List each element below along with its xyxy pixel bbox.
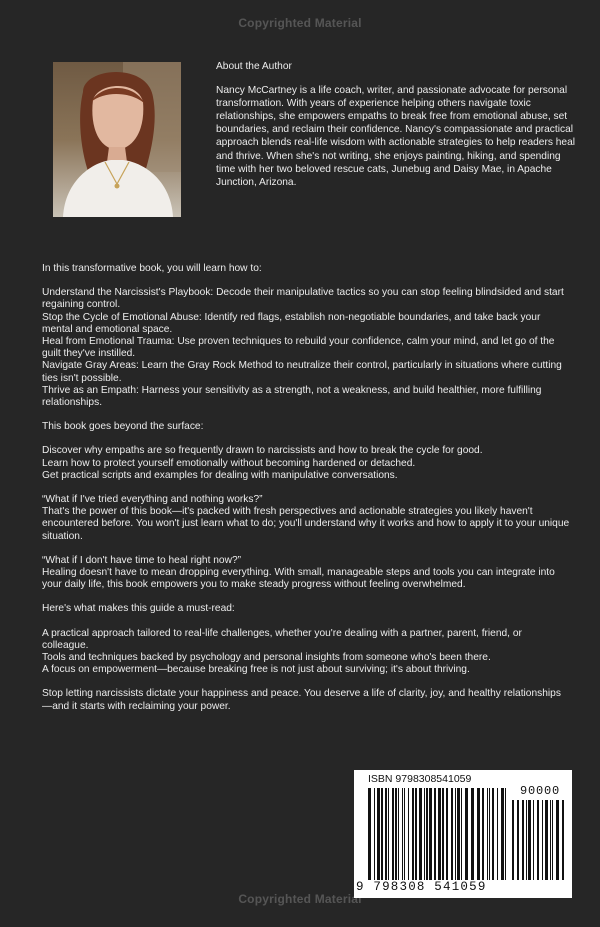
barcode-bar — [562, 800, 564, 880]
answer-one: That's the power of this book—it's packed with fresh perspectives and actionable strategies you likely haven't encountered before. You won't just learn what to do; you'll understand why it works and how to apply it to your unique situation. — [42, 506, 570, 542]
barcode-bar — [537, 800, 539, 880]
barcode-addon-digits: 90000 — [519, 784, 560, 798]
isbn-barcode — [354, 770, 572, 898]
barcode-bar — [395, 788, 397, 880]
closing-text: Stop letting narcissists dictate your happiness and peace. You deserve a life of clarity, joy, and healthy relationships—and it starts with reclaiming your power. — [42, 688, 561, 712]
barcode-bar — [533, 800, 534, 880]
author-portrait-image — [53, 62, 181, 217]
barcode-bar — [522, 800, 524, 880]
beyond-item: Discover why empaths are so frequently drawn to narcissists and how to break the cycle for good. — [42, 445, 483, 457]
barcode-addon-bars — [512, 800, 566, 892]
beyond-item: Get practical scripts and examples for dealing with manipulative conversations. — [42, 469, 398, 481]
barcode-bar — [501, 788, 504, 880]
barcode-bar — [398, 788, 399, 880]
barcode-bar — [408, 788, 409, 880]
intro-text: In this transformative book, you will learn how to: — [42, 263, 262, 274]
barcode-bar — [489, 788, 490, 880]
barcode-bar — [505, 788, 506, 880]
barcode-bar — [451, 788, 453, 880]
barcode-bar — [526, 800, 527, 880]
guide-item: Tools and techniques backed by psychology and personal insights from someone who's been there. — [42, 652, 491, 664]
learn-list — [42, 287, 570, 409]
barcode-bar — [512, 800, 514, 880]
barcode-bar — [388, 788, 389, 880]
barcode-bar — [465, 788, 468, 880]
barcode-bar — [457, 788, 460, 880]
copyright-watermark-top: Copyrighted Material — [238, 16, 362, 30]
guide-list — [42, 628, 570, 677]
barcode-bar — [377, 788, 380, 880]
author-photo — [53, 62, 181, 217]
about-the-author-section — [216, 60, 578, 189]
barcode-bar — [552, 800, 553, 880]
question-one: “What if I've tried everything and nothing works?” — [42, 494, 263, 506]
barcode-bars — [368, 788, 506, 880]
barcode-bar — [556, 800, 559, 880]
barcode-bar — [392, 788, 394, 880]
barcode-bar — [446, 788, 448, 880]
barcode-bar — [412, 788, 414, 880]
copyright-watermark-bottom: Copyrighted Material — [238, 892, 362, 906]
barcode-bar — [426, 788, 428, 880]
barcode-bar — [545, 800, 548, 880]
barcode-bar — [442, 788, 444, 880]
barcode-bar — [402, 788, 403, 880]
barcode-bar — [424, 788, 425, 880]
learn-item: Stop the Cycle of Emotional Abuse: Identify red flags, establish non-negotiable boundaries, and take back your mental and emotional space. — [42, 311, 541, 335]
barcode-bar — [419, 788, 422, 880]
barcode-bar — [385, 788, 387, 880]
beyond-item: Learn how to protect yourself emotionally without becoming hardened or detached. — [42, 457, 416, 469]
barcode-bar — [374, 788, 375, 880]
barcode-bar — [550, 800, 551, 880]
barcode-bar — [517, 800, 519, 880]
barcode-bar — [381, 788, 383, 880]
beyond-heading: This book goes beyond the surface: — [42, 421, 204, 433]
barcode-bar — [429, 788, 432, 880]
barcode-bar — [368, 788, 371, 880]
question-two: “What if I don't have time to heal right now?” — [42, 554, 241, 566]
author-heading: About the Author — [216, 61, 292, 72]
barcode-bar — [404, 788, 405, 880]
learn-item: Heal from Emotional Trauma: Use proven techniques to rebuild your confidence, calm your mind, and let go of the guilt they've instilled. — [42, 336, 555, 360]
barcode-bar — [477, 788, 480, 880]
barcode-bar — [497, 788, 498, 880]
barcode-bar — [528, 800, 531, 880]
barcode-bar — [482, 788, 484, 880]
learn-item: Understand the Narcissist's Playbook: Decode their manipulative tactics so you can stop feeling blindsided and start regaining control. — [42, 287, 564, 311]
learn-item: Thrive as an Empath: Harness your sensitivity as a strength, not a weakness, and build healthier, more fulfilling relationships. — [42, 384, 542, 409]
guide-heading: Here's what makes this guide a must-read: — [42, 603, 235, 615]
book-description — [42, 263, 570, 713]
barcode-bar — [455, 788, 456, 880]
barcode-bar — [438, 788, 441, 880]
author-bio: Nancy McCartney is a life coach, writer, and passionate advocate for personal transformation. With years of experience helping others navigate toxic relationships, she empowers empaths to break free from emotional abuse, set boundaries, and reclaim their confidence. Nancy's compassionate and practical approach blends real-life wisdom with actionable strategies to help readers heal and thrive. When she's not writing, she enjoys painting, hiking, and spending time with her two beloved rescue cats, Junebug and Daisy Mae, in Apache Junction, Arizona. — [216, 85, 576, 188]
barcode-bar — [492, 788, 494, 880]
answer-two: Healing doesn't have to mean dropping everything. With small, manageable steps and tools you can integrate into your daily life, this book empowers you to make steady progress without feeling overwhelmed. — [42, 567, 555, 591]
learn-item: Navigate Gray Areas: Learn the Gray Rock Method to neutralize their control, particularly in situations where cutting ties isn't possible. — [42, 360, 562, 384]
guide-item: A focus on empowerment—because breaking free is not just about surviving; it's about thriving. — [42, 664, 470, 676]
isbn-label: ISBN 9798308541059 — [368, 773, 472, 785]
guide-item: A practical approach tailored to real-life challenges, whether you're dealing with a partner, parent, friend, or colleague. — [42, 627, 522, 651]
barcode-bar — [471, 788, 474, 880]
barcode-bar — [542, 800, 543, 880]
beyond-list — [42, 445, 570, 482]
barcode-bar — [415, 788, 417, 880]
barcode-digits: 9 798308 541059 — [356, 880, 487, 894]
barcode-bar — [487, 788, 488, 880]
barcode-bar — [434, 788, 436, 880]
barcode-bar — [461, 788, 462, 880]
